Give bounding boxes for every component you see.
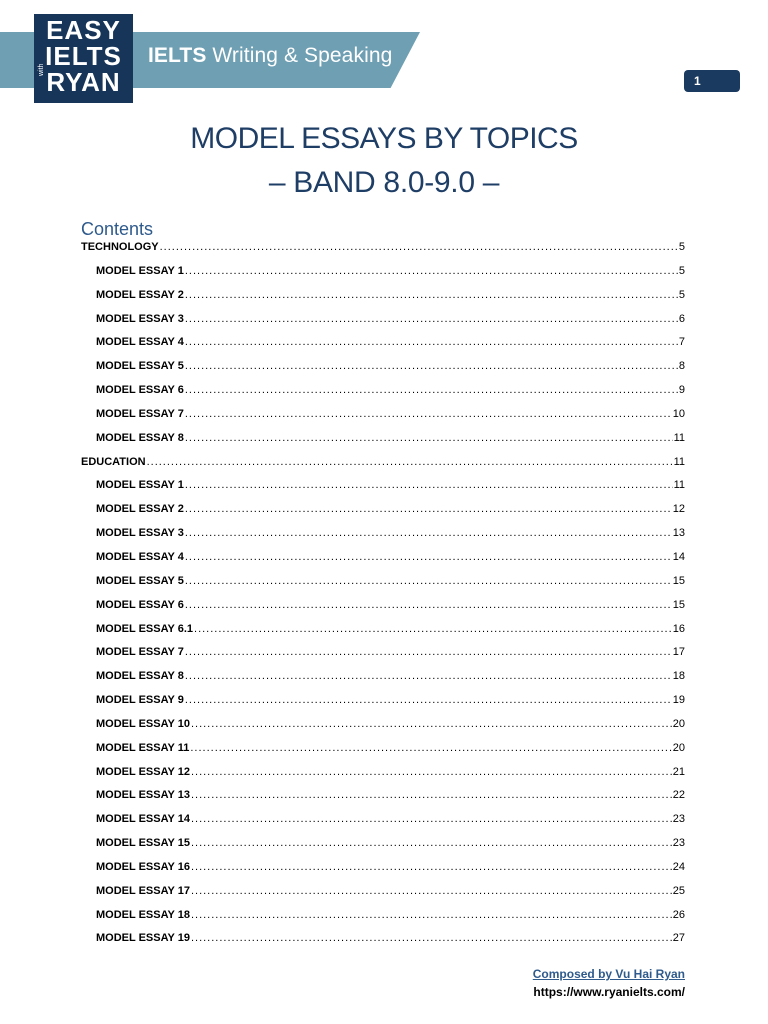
toc-dot-leader bbox=[185, 503, 672, 515]
toc-entry-label: MODEL ESSAY 5 bbox=[96, 360, 184, 373]
header-banner-text bbox=[148, 44, 392, 68]
toc-essay-entry[interactable] bbox=[81, 360, 685, 384]
toc-dot-leader bbox=[191, 718, 672, 730]
toc-dot-leader bbox=[190, 742, 671, 754]
toc-entry-label: MODEL ESSAY 15 bbox=[96, 837, 190, 850]
toc-entry-label: MODEL ESSAY 14 bbox=[96, 813, 190, 826]
toc-entry-page-number: 10 bbox=[672, 407, 685, 420]
toc-dot-leader bbox=[191, 909, 672, 921]
toc-essay-entry[interactable] bbox=[81, 479, 685, 503]
toc-entry-page-number: 23 bbox=[672, 813, 685, 826]
toc-dot-leader bbox=[185, 265, 678, 277]
toc-essay-entry[interactable] bbox=[81, 527, 685, 551]
toc-essay-entry[interactable] bbox=[81, 861, 685, 885]
toc-dot-leader bbox=[185, 646, 672, 658]
document-title: MODEL ESSAYS BY TOPICS bbox=[190, 122, 578, 155]
toc-essay-entry[interactable] bbox=[81, 623, 685, 647]
toc-dot-leader bbox=[185, 670, 672, 682]
toc-entry-label: EDUCATION bbox=[81, 455, 146, 468]
toc-entry-label: MODEL ESSAY 11 bbox=[96, 741, 190, 754]
toc-entry-page-number: 8 bbox=[678, 360, 685, 373]
logo-word-with: with bbox=[38, 63, 45, 76]
toc-entry-label: MODEL ESSAY 12 bbox=[96, 765, 190, 778]
toc-essay-entry[interactable] bbox=[81, 432, 685, 456]
toc-entry-page-number: 18 bbox=[672, 670, 685, 683]
toc-entry-page-number: 11 bbox=[673, 479, 685, 492]
toc-dot-leader bbox=[147, 456, 673, 468]
toc-essay-entry[interactable] bbox=[81, 575, 685, 599]
toc-entry-label: MODEL ESSAY 7 bbox=[96, 407, 184, 420]
toc-entry-page-number: 24 bbox=[672, 860, 685, 873]
toc-entry-page-number: 9 bbox=[678, 384, 685, 397]
toc-essay-entry[interactable] bbox=[81, 694, 685, 718]
toc-entry-page-number: 5 bbox=[678, 241, 685, 253]
toc-entry-label: MODEL ESSAY 1 bbox=[96, 479, 184, 492]
banner-brand: IELTS bbox=[148, 44, 207, 67]
toc-dot-leader bbox=[185, 336, 678, 348]
toc-dot-leader bbox=[185, 289, 678, 301]
toc-entry-page-number: 11 bbox=[673, 431, 685, 444]
logo-word-ryan: RYAN bbox=[46, 67, 121, 97]
toc-dot-leader bbox=[185, 551, 672, 563]
toc-entry-label: MODEL ESSAY 9 bbox=[96, 694, 184, 707]
toc-dot-leader bbox=[185, 599, 672, 611]
toc-entry-page-number: 21 bbox=[672, 765, 685, 778]
toc-dot-leader bbox=[185, 313, 678, 325]
toc-entry-label: MODEL ESSAY 2 bbox=[96, 503, 184, 516]
toc-section-entry[interactable] bbox=[81, 456, 685, 480]
toc-essay-entry[interactable] bbox=[81, 909, 685, 933]
toc-entry-label: MODEL ESSAY 18 bbox=[96, 908, 190, 921]
toc-entry-page-number: 11 bbox=[673, 455, 685, 468]
footer-author-link[interactable]: Composed by Vu Hai Ryan bbox=[532, 967, 685, 981]
toc-entry-page-number: 17 bbox=[672, 646, 685, 659]
toc-dot-leader bbox=[185, 384, 678, 396]
toc-entry-label: MODEL ESSAY 6 bbox=[96, 598, 184, 611]
toc-dot-leader bbox=[160, 241, 678, 253]
toc-dot-leader bbox=[185, 432, 673, 444]
banner-subtitle: Writing & Speaking bbox=[206, 44, 393, 67]
toc-essay-entry[interactable] bbox=[81, 813, 685, 837]
toc-entry-page-number: 19 bbox=[672, 694, 685, 707]
toc-entry-page-number: 25 bbox=[672, 884, 685, 897]
toc-entry-label: MODEL ESSAY 8 bbox=[96, 670, 184, 683]
toc-essay-entry[interactable] bbox=[81, 766, 685, 790]
toc-entry-page-number: 6 bbox=[678, 312, 685, 325]
toc-entry-page-number: 15 bbox=[672, 598, 685, 611]
toc-essay-entry[interactable] bbox=[81, 932, 685, 956]
toc-entry-page-number: 15 bbox=[672, 574, 685, 587]
toc-entry-label: TECHNOLOGY bbox=[81, 241, 159, 253]
toc-entry-label: MODEL ESSAY 7 bbox=[96, 646, 184, 659]
footer-website-url[interactable]: https://www.ryanielts.com/ bbox=[533, 985, 685, 999]
toc-essay-entry[interactable] bbox=[81, 742, 685, 766]
toc-entry-label: MODEL ESSAY 3 bbox=[96, 312, 184, 325]
toc-entry-page-number: 22 bbox=[672, 789, 685, 802]
toc-entry-page-number: 23 bbox=[672, 837, 685, 850]
toc-entry-page-number: 13 bbox=[672, 527, 685, 540]
toc-entry-label: MODEL ESSAY 17 bbox=[96, 884, 190, 897]
toc-dot-leader bbox=[194, 623, 672, 635]
toc-essay-entry[interactable] bbox=[81, 646, 685, 670]
toc-essay-entry[interactable] bbox=[81, 599, 685, 623]
toc-section-entry[interactable] bbox=[81, 241, 685, 265]
toc-entry-label: MODEL ESSAY 2 bbox=[96, 288, 184, 301]
toc-essay-entry[interactable] bbox=[81, 408, 685, 432]
toc-entry-page-number: 12 bbox=[672, 503, 685, 516]
toc-dot-leader bbox=[185, 408, 672, 420]
toc-essay-entry[interactable] bbox=[81, 551, 685, 575]
toc-essay-entry[interactable] bbox=[81, 313, 685, 337]
toc-essay-entry[interactable] bbox=[81, 384, 685, 408]
toc-entry-label: MODEL ESSAY 1 bbox=[96, 264, 184, 277]
contents-heading: Contents bbox=[81, 219, 154, 239]
toc-essay-entry[interactable] bbox=[81, 789, 685, 813]
toc-essay-entry[interactable] bbox=[81, 503, 685, 527]
toc-essay-entry[interactable] bbox=[81, 718, 685, 742]
toc-entry-label: MODEL ESSAY 16 bbox=[96, 860, 190, 873]
toc-entry-page-number: 5 bbox=[678, 288, 685, 301]
toc-dot-leader bbox=[191, 861, 672, 873]
toc-dot-leader bbox=[191, 885, 672, 897]
toc-dot-leader bbox=[185, 694, 672, 706]
toc-entry-page-number: 26 bbox=[672, 908, 685, 921]
toc-entry-page-number: 5 bbox=[678, 264, 685, 277]
toc-entry-label: MODEL ESSAY 6.1 bbox=[96, 622, 194, 635]
toc-entry-page-number: 20 bbox=[672, 741, 685, 754]
page-number-badge: 1 bbox=[684, 70, 740, 92]
toc-entry-page-number: 27 bbox=[672, 932, 685, 945]
toc-dot-leader bbox=[185, 575, 672, 587]
toc-essay-entry[interactable] bbox=[81, 837, 685, 861]
toc-dot-leader bbox=[191, 766, 672, 778]
toc-entry-label: MODEL ESSAY 10 bbox=[96, 717, 190, 730]
toc-dot-leader bbox=[191, 837, 672, 849]
toc-entry-label: MODEL ESSAY 5 bbox=[96, 574, 184, 587]
toc-essay-entry[interactable] bbox=[81, 265, 685, 289]
toc-entry-page-number: 14 bbox=[672, 550, 685, 563]
toc-entry-label: MODEL ESSAY 13 bbox=[96, 789, 190, 802]
toc-entry-label: MODEL ESSAY 19 bbox=[96, 932, 190, 945]
toc-entry-label: MODEL ESSAY 4 bbox=[96, 550, 184, 563]
toc-dot-leader bbox=[185, 360, 678, 372]
toc-entry-label: MODEL ESSAY 8 bbox=[96, 431, 184, 444]
toc-entry-page-number: 20 bbox=[672, 717, 685, 730]
logo-word-easy: EASY bbox=[46, 15, 121, 45]
toc-dot-leader bbox=[185, 527, 672, 539]
toc-entry-label: MODEL ESSAY 4 bbox=[96, 336, 184, 349]
toc-entry-label: MODEL ESSAY 3 bbox=[96, 527, 184, 540]
logo-word-ielts: IELTS bbox=[45, 41, 122, 71]
toc-dot-leader bbox=[191, 813, 672, 825]
toc-dot-leader bbox=[185, 479, 673, 491]
toc-essay-entry[interactable] bbox=[81, 670, 685, 694]
document-subtitle: – BAND 8.0-9.0 – bbox=[268, 166, 500, 199]
toc-dot-leader bbox=[191, 789, 672, 801]
toc-essay-entry[interactable] bbox=[81, 885, 685, 909]
toc-entry-label: MODEL ESSAY 6 bbox=[96, 384, 184, 397]
table-of-contents bbox=[81, 241, 685, 956]
toc-essay-entry[interactable] bbox=[81, 336, 685, 360]
toc-entry-page-number: 16 bbox=[672, 622, 685, 635]
toc-dot-leader bbox=[191, 932, 672, 944]
toc-essay-entry[interactable] bbox=[81, 289, 685, 313]
easy-ielts-logo bbox=[34, 14, 133, 103]
toc-entry-page-number: 7 bbox=[678, 336, 685, 349]
